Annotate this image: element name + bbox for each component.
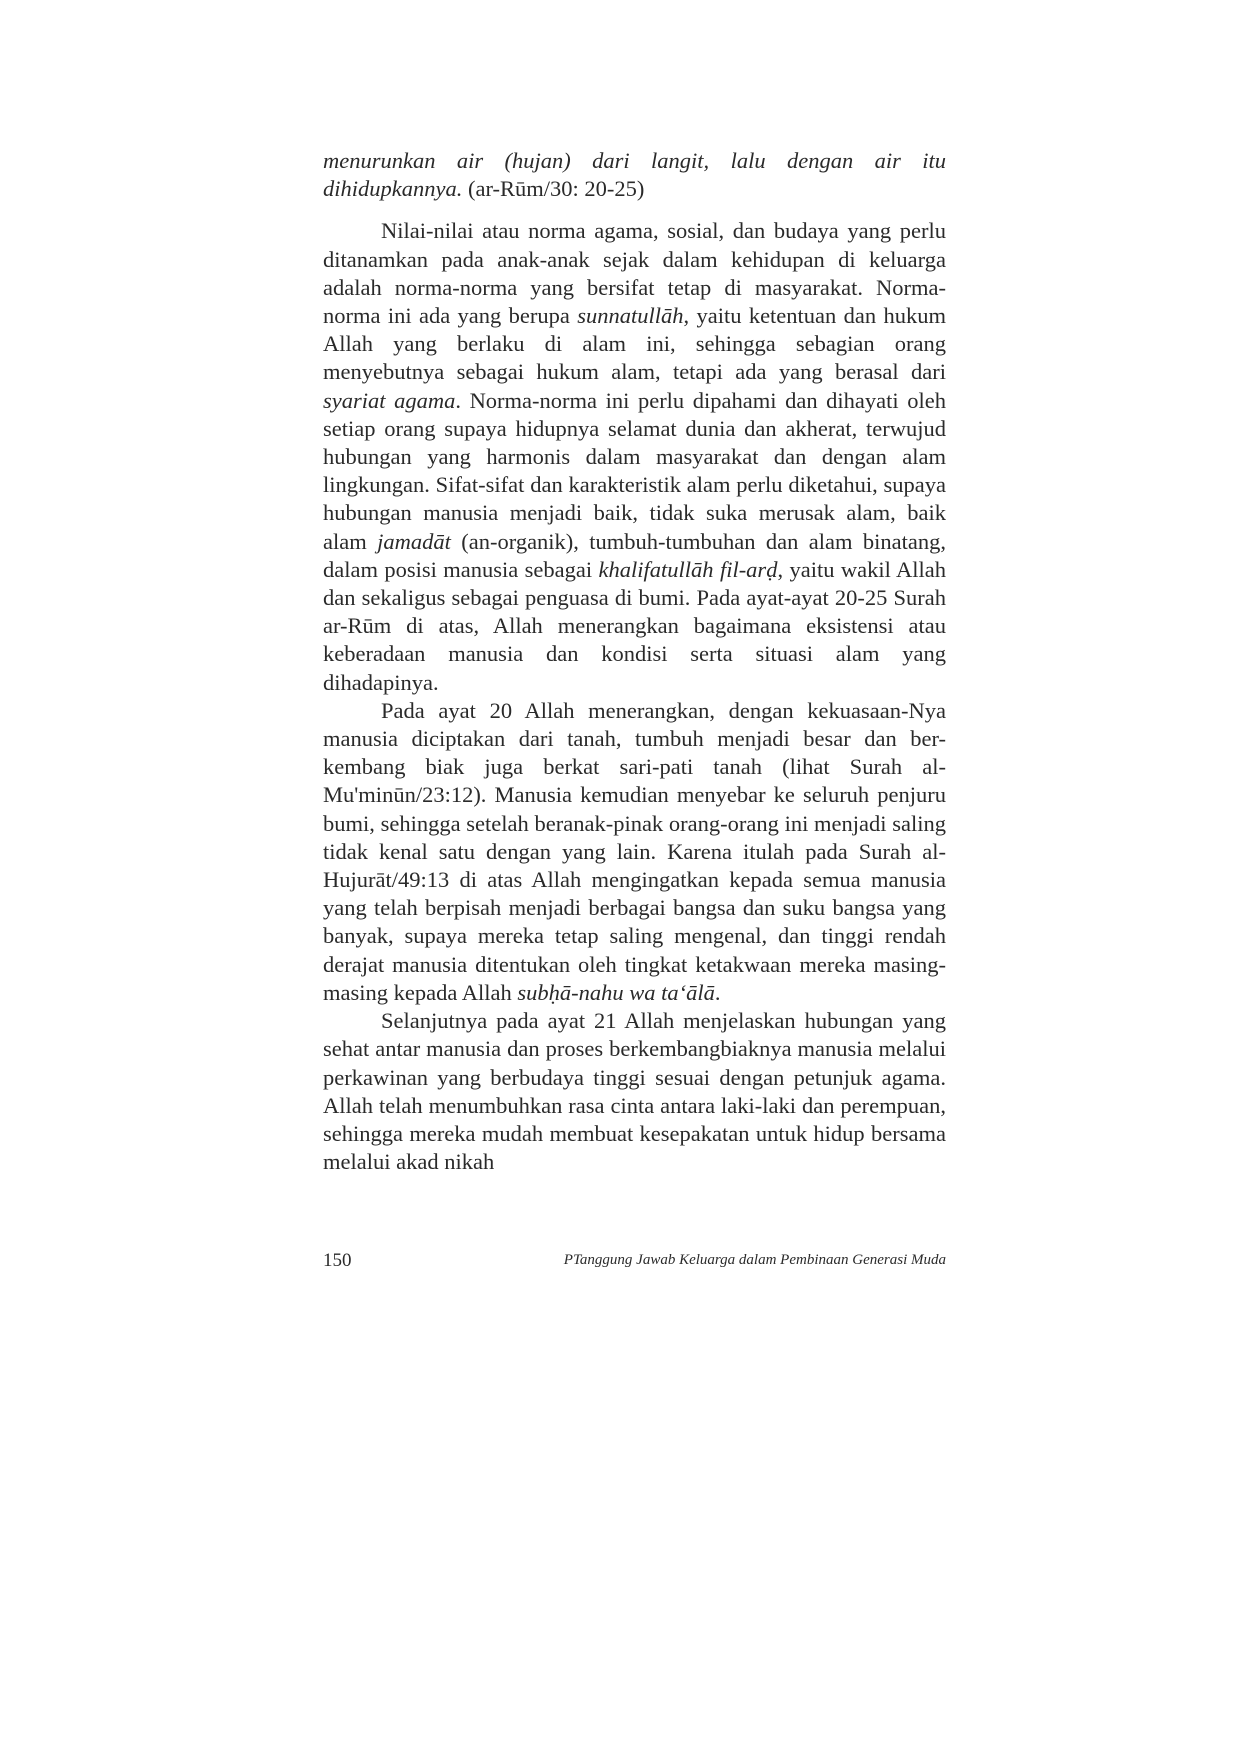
paragraph-text: . Norma-norma ini perlu dipahami dan dihayati oleh setiap orang supaya hidupnya selamat dunia dan akherat, terwujud hubungan yang harmonis dalam masyarakat dan dengan alam lingkungan. Sifat-sifat dan karakteristik alam perlu diketahui, supaya hubungan manusia menjadi baik, tidak suka merusak alam, baik alam	[323, 387, 946, 554]
paragraph-text: , yaitu ketentuan dan hukum Allah yang berlaku di alam ini, sehingga sebagian orang menyebutnya sebagai hukum alam, tetapi ada yang berasal dari	[323, 303, 946, 385]
italic-term: sunnatullāh	[577, 303, 684, 329]
italic-term: subḥā-nahu wa ta‘ālā	[517, 979, 715, 1005]
verse-italic-text: menurunkan air (hujan) dari langit, lalu dengan air itu dihidupkannya.	[323, 148, 946, 202]
paragraph-norms	[323, 217, 946, 696]
paragraph-text: Nilai-nilai atau norma agama, sosial, dan budaya yang perlu ditanamkan pada anak-anak sejak dalam kehidupan di keluarga adalah norma-norma yang bersifat tetap di masyarakat. Norma-norma ini ada yang berupa	[323, 218, 946, 329]
italic-term: khalifatullāh fil-arḍ	[598, 556, 778, 582]
verse-citation: (ar-Rūm/30: 20-25)	[462, 176, 645, 202]
paragraph-verse-21	[323, 1007, 946, 1176]
paragraph-text: Selanjutnya pada ayat 21 Allah menjelaskan hubungan yang sehat antar manusia dan proses berkembangbiaknya manusia melalui perkawinan yang berbudaya tinggi sesuai dengan petunjuk agama. Allah telah menumbuhkan rasa cinta antara laki-laki dan perempuan, sehingga mereka mudah membuat kesepakatan untuk hidup bersama melalui akad nikah	[323, 1008, 946, 1175]
running-title: PTanggung Jawab Keluarga dalam Pembinaan Generasi Muda	[563, 1252, 946, 1268]
paragraph-text: (an-organik), tumbuh-tumbuhan dan alam binatang, dalam posisi manusia sebagai	[323, 528, 946, 582]
verse-translation-end	[323, 147, 946, 203]
italic-term: jamadāt	[377, 528, 451, 554]
page-footer	[323, 1250, 946, 1278]
page-number: 150	[323, 1250, 352, 1271]
italic-term: syariat agama	[323, 387, 456, 413]
paragraph-text: , yaitu wakil Allah dan sekaligus sebagai penguasa di bumi. Pada ayat-ayat 20-25 Surah ar-Rūm di atas, Allah menerangkan bagaimana eksistensi atau keberadaan manusia dan kondisi serta situasi alam yang dihadapinya.	[323, 556, 946, 695]
paragraph-text: .	[714, 979, 721, 1005]
paragraph-verse-20	[323, 697, 946, 1007]
paragraph-text: Pada ayat 20 Allah menerangkan, dengan kekuasaan-Nya manusia diciptakan dari tanah, tumbuh menjadi besar dan ber-kembang biak juga berkat sari-pati tanah (lihat Surah al-Mu'minūn/23:12). Manusia kemudian menyebar ke seluruh penjuru bumi, sehingga setelah beranak-pinak orang-orang ini menjadi saling tidak kenal satu dengan yang lain. Karena itulah pada Surah al-Hujurāt/49:13 di atas Allah mengingatkan kepada semua manusia yang telah berpisah menjadi berbagai bangsa dan suku bangsa yang banyak, supaya mereka tetap saling mengenal, dan tinggi rendah derajat manusia ditentukan oleh tingkat ketakwaan mereka masing-masing kepada Allah	[323, 697, 946, 1005]
body-text	[323, 147, 946, 1176]
